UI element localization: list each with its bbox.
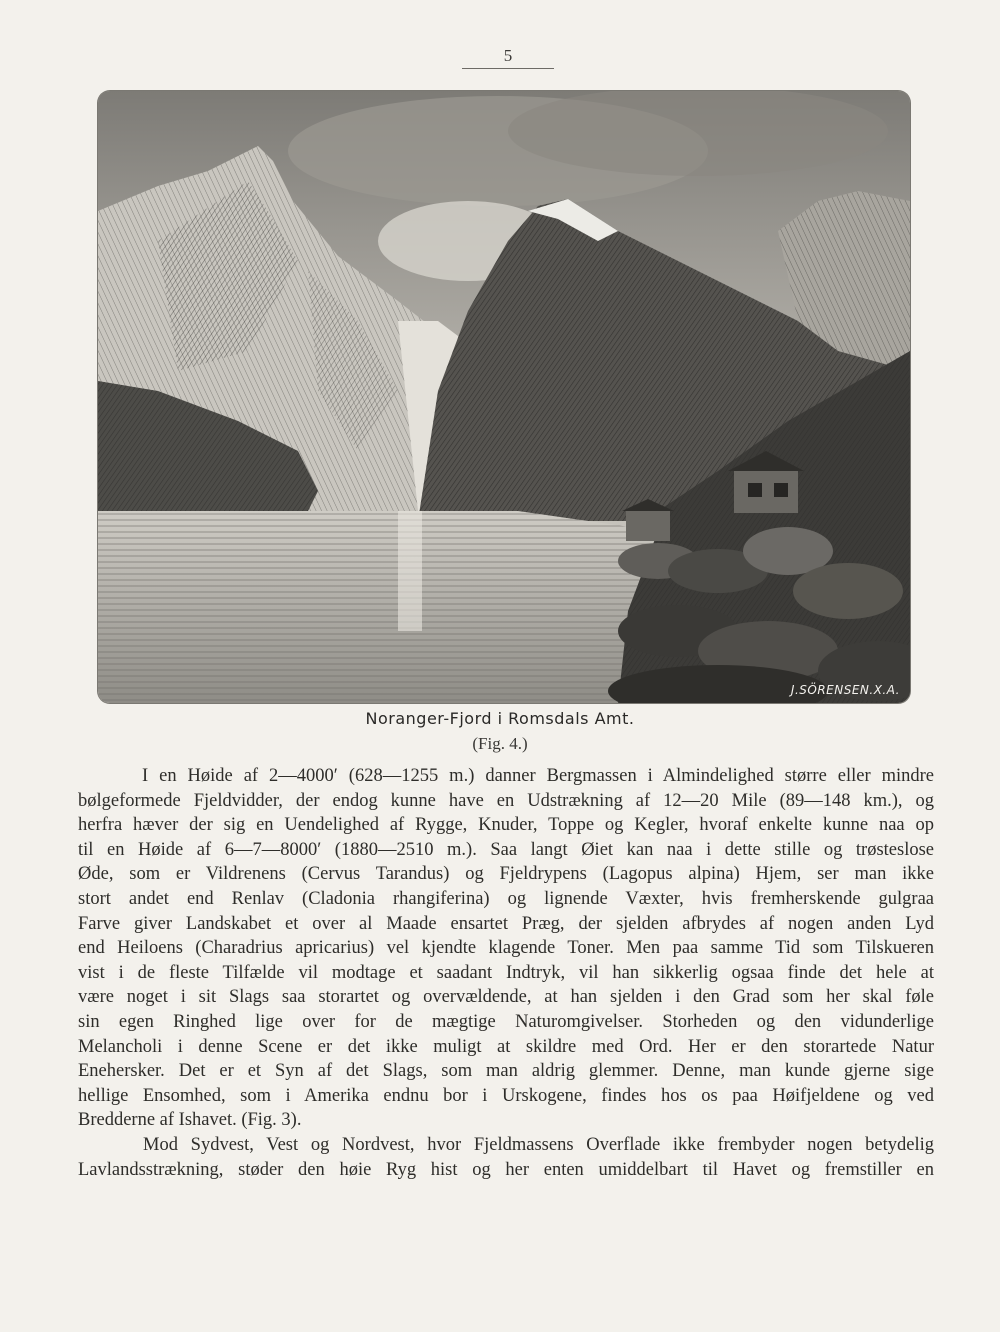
body-line: vist i de fleste Tilfælde vil modtage et saadant Indtryk, vil han sikkerlig ogsaa finde det hele at	[78, 962, 934, 983]
caption-title: Noranger-Fjord i Romsdals Amt.	[365, 709, 635, 728]
body-line: sin egen Ringhed lige over for de mægtige Naturomgivelser. Storheden og den vidunderlige	[78, 1011, 934, 1032]
body-line: Mod Sydvest, Vest og Nordvest, hvor Fjeldmassens Overflade ikke frembyder nogen betydelig	[143, 1134, 934, 1155]
body-text	[78, 764, 934, 1182]
body-line: Enehersker. Det er et Syn af det Slags, som man aldrig glemmer. Denne, man kunde gjerne sige	[78, 1061, 934, 1082]
body-line: Lavlandsstrækning, støder den høie Ryg hist og her enten umiddelbart til Havet og fremstiller en	[78, 1159, 934, 1180]
page-number-rule	[462, 68, 554, 69]
body-line: Øde, som er Vildrenens (Cervus Tarandus) og Fjeldrypens (Lagopus alpina) Hjem, ser man ikke	[78, 864, 934, 885]
body-line: I en Høide af 2—4000′ (628—1255 m.) danner Bergmassen i Almindelighed større eller mindre	[142, 766, 934, 786]
fjord-illustration	[98, 91, 910, 703]
body-line: være noget i sit Slags saa storartet og overvældende, at han sjelden i den Grad som her skal føle	[78, 987, 934, 1008]
body-line: til en Høide af 6—7—8000′ (1880—2510 m.). Saa langt Øiet kan naa i dette stille og trøsteslose	[78, 839, 934, 860]
engraver-signature: J.SÖRENSEN.X.A.	[790, 683, 900, 697]
body-line: Melancholi i denne Scene er det ikke muligt at skildre med Ord. Her er den storartede Natur	[78, 1036, 934, 1057]
body-line: stort andet end Renlav (Cladonia rhangiferina) og lignende Væxter, hvis fremherskende gulgraa	[78, 888, 934, 909]
body-line: end Heiloens (Charadrius apricarius) vel kjendte klagende Toner. Men paa samme Tid som Tilskueren	[78, 938, 934, 959]
page-number: 5	[503, 46, 513, 65]
body-line: Bredderne af Ishavet. (Fig. 3).	[78, 1110, 302, 1131]
body-line: herfra hæver der sig en Uendelighed af Rygge, Knuder, Toppe og Kegler, hvoraf enkelte kunne naa op	[78, 815, 934, 836]
body-line: Farve giver Landskabet et over al Maade ensartet Præg, der sjelden afbrydes af nogen anden Lyd	[78, 913, 934, 934]
fjord-engraving	[98, 91, 910, 703]
body-line: hellige Ensomhed, som i Amerika endnu bor i Urskogene, findes hos os paa Høifjeldene og ved	[78, 1085, 934, 1106]
caption-figure-number: (Fig. 4.)	[472, 734, 528, 753]
body-line: bølgeformede Fjeldvidder, der endog kunne have en Udstrækning af 12—20 Mile (89—148 km.), og	[78, 790, 934, 811]
